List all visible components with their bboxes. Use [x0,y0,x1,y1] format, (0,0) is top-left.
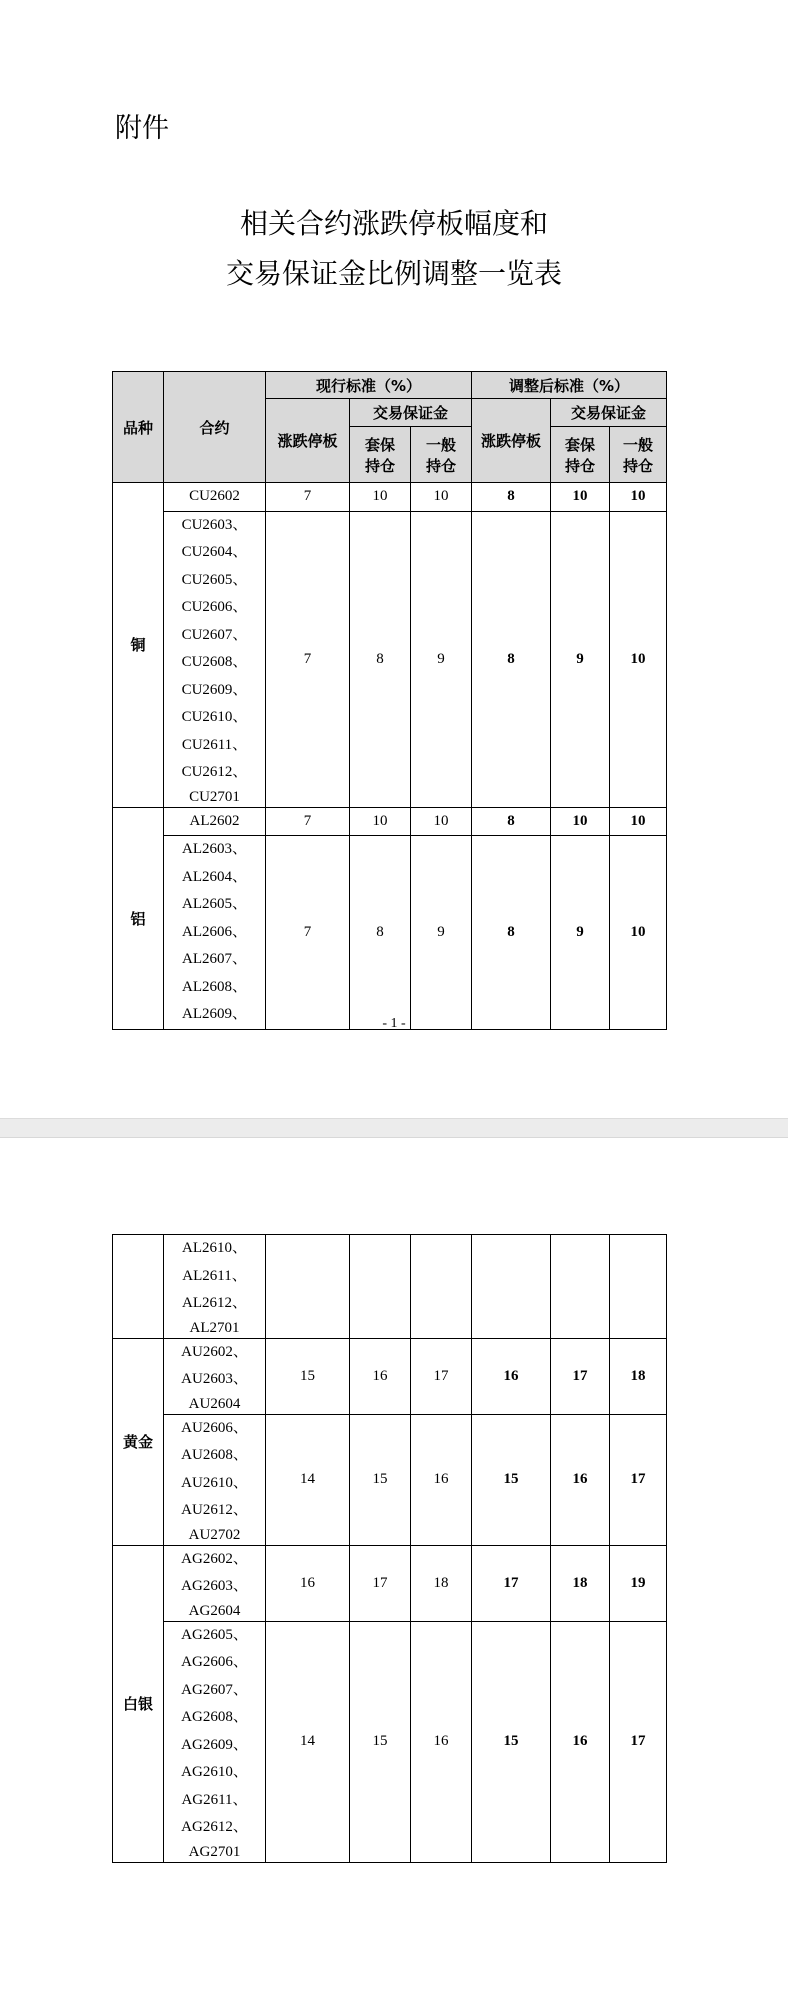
current-general-cell: 18 [411,1545,472,1621]
current-hedge-cell: 17 [350,1545,411,1621]
empty-cell [610,1235,667,1339]
document-title-line-2: 交易保证金比例调整一览表 [225,257,562,290]
current-general-cell: 16 [411,1414,472,1545]
variety-cell: 白银 [113,1545,164,1862]
header-current-general: 一般 持仓 [411,427,472,483]
adjusted-limit-cell: 8 [472,836,551,1030]
adjusted-limit-cell: 15 [472,1621,551,1862]
header-adjusted-hedge: 套保 持仓 [551,427,610,483]
adjusted-limit-cell: 8 [472,807,551,836]
contract-list-cell: AU2606、 AU2608、 AU2610、 AU2612、 AU2702 [164,1414,266,1545]
attachment-label: 附件 [115,113,169,144]
header-current-hedge: 套保 持仓 [350,427,411,483]
empty-cell [551,1235,610,1339]
current-general-cell: 10 [411,807,472,836]
table-row [113,1338,667,1414]
adjustment-table-part-1 [112,371,667,1030]
current-hedge-cell: 10 [350,807,411,836]
contract-list-cell: AG2605、 AG2606、 AG2607、 AG2608、 AG2609、 AG2610、 AG2611、 AG2612、 AG2701 [164,1621,266,1862]
table-row [113,511,667,807]
contract-list-cell: AL2610、 AL2611、 AL2612、 AL2701 [164,1235,266,1339]
current-limit-cell: 14 [266,1621,350,1862]
adjusted-limit-cell: 17 [472,1545,551,1621]
contract-cell: AL2602 [164,807,266,836]
table-row [113,1235,667,1339]
current-general-cell: 10 [411,483,472,512]
adjusted-limit-cell: 16 [472,1338,551,1414]
current-hedge-cell: 15 [350,1621,411,1862]
adjusted-limit-cell: 8 [472,511,551,807]
current-hedge-cell: 10 [350,483,411,512]
empty-cell [350,1235,411,1339]
header-contract: 合约 [164,372,266,483]
adjusted-general-cell: 10 [610,807,667,836]
adjusted-hedge-cell: 17 [551,1338,610,1414]
table-row [113,807,667,836]
current-limit-cell: 16 [266,1545,350,1621]
adjusted-hedge-cell: 16 [551,1414,610,1545]
table-row [113,1414,667,1545]
current-hedge-cell: 8 [350,511,411,807]
current-hedge-cell: 16 [350,1338,411,1414]
current-limit-cell: 7 [266,807,350,836]
adjusted-general-cell: 17 [610,1414,667,1545]
adjusted-general-cell: 19 [610,1545,667,1621]
current-general-cell: 16 [411,1621,472,1862]
header-current-limit: 涨跌停板 [266,399,350,483]
adjusted-hedge-cell: 10 [551,483,610,512]
adjusted-general-cell: 17 [610,1621,667,1862]
adjusted-hedge-cell: 18 [551,1545,610,1621]
header-current-margin: 交易保证金 [350,399,472,427]
adjusted-limit-cell: 15 [472,1414,551,1545]
adjustment-table-part-2 [112,1234,667,1863]
header-adjusted-standard: 调整后标准（%） [472,372,667,399]
adjusted-hedge-cell: 10 [551,807,610,836]
adjusted-general-cell: 10 [610,483,667,512]
current-general-cell: 9 [411,511,472,807]
contract-list-cell: AL2603、 AL2604、 AL2605、 AL2606、 AL2607、 AL2608、 AL2609、 [164,836,266,1030]
document-title-line-1: 相关合约涨跌停板幅度和 [239,207,548,240]
table-row [113,1545,667,1621]
header-adjusted-general: 一般 持仓 [610,427,667,483]
empty-cell [472,1235,551,1339]
adjusted-hedge-cell: 16 [551,1621,610,1862]
page-separator [0,1118,788,1137]
header-adjusted-margin: 交易保证金 [551,399,667,427]
page-number: - 1 - [382,1016,406,1031]
variety-cell: 铜 [113,483,164,808]
variety-cell: 铝 [113,807,164,1030]
current-limit-cell: 7 [266,836,350,1030]
empty-cell [411,1235,472,1339]
current-limit-cell: 7 [266,511,350,807]
current-general-cell: 17 [411,1338,472,1414]
variety-cell-continued [113,1235,164,1339]
adjusted-hedge-cell: 9 [551,511,610,807]
document-page-2 [0,1137,788,2011]
contract-list-cell: AG2602、 AG2603、 AG2604 [164,1545,266,1621]
contract-list-cell: AU2602、 AU2603、 AU2604 [164,1338,266,1414]
current-limit-cell: 14 [266,1414,350,1545]
contract-list-cell: CU2603、 CU2604、 CU2605、 CU2606、 CU2607、 CU2608、 CU2609、 CU2610、 CU2611、 CU2612、 CU2701 [164,511,266,807]
header-current-standard: 现行标准（%） [266,372,472,399]
header-variety: 品种 [113,372,164,483]
current-hedge-cell: 8 [350,836,411,1030]
adjusted-general-cell: 10 [610,511,667,807]
variety-cell: 黄金 [113,1338,164,1545]
table-row [113,483,667,512]
table-row [113,836,667,1030]
current-hedge-cell: 15 [350,1414,411,1545]
header-adjusted-limit: 涨跌停板 [472,399,551,483]
adjusted-limit-cell: 8 [472,483,551,512]
adjusted-general-cell: 18 [610,1338,667,1414]
empty-cell [266,1235,350,1339]
adjusted-general-cell: 10 [610,836,667,1030]
contract-cell: CU2602 [164,483,266,512]
current-limit-cell: 15 [266,1338,350,1414]
table-row [113,1621,667,1862]
current-general-cell: 9 [411,836,472,1030]
adjusted-hedge-cell: 9 [551,836,610,1030]
current-limit-cell: 7 [266,483,350,512]
